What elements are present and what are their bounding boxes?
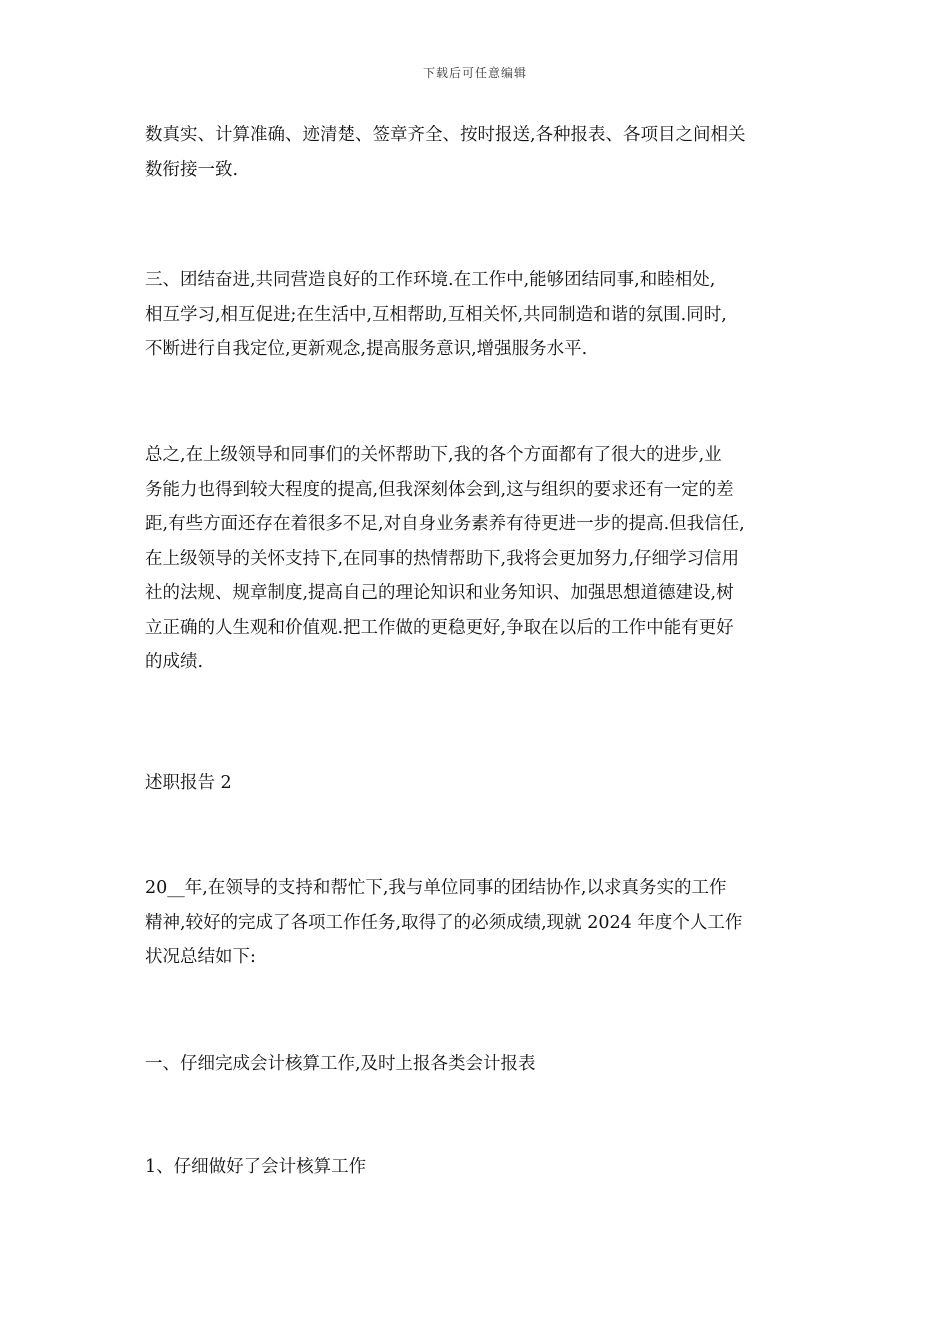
text-line: 社的法规、规章制度,提高自己的理论知识和业务知识、加强思想道德建设,树 xyxy=(145,583,734,603)
text-line: 状况总结如下: xyxy=(145,947,256,967)
text-line: 不断进行自我定位,更新观念,提高服务意识,增强服务水平. xyxy=(145,339,588,359)
text-line: 总之,在上级领导和同事们的关怀帮助下,我的各个方面都有了很大的进步,业 xyxy=(145,445,722,465)
text-line: 数真实、计算准确、迹清楚、签章齐全、按时报送,各种报表、各项目之间相关 xyxy=(145,125,746,145)
text-line: 相互学习,相互促进;在生活中,互相帮助,互相关怀,共同制造和谐的氛围.同时, xyxy=(145,304,727,325)
text-line: 立正确的人生观和价值观.把工作做的更稳更好,争取在以后的工作中能有更好 xyxy=(145,617,734,638)
text-line: 数衔接一致. xyxy=(145,159,239,180)
text-line: 述职报告 2 xyxy=(145,773,232,793)
text-line: 的成绩. xyxy=(145,652,204,672)
text-line: 务能力也得到较大程度的提高,但我深刻体会到,这与组织的要求还有一定的差 xyxy=(145,479,734,500)
paragraph-conclusion xyxy=(145,438,815,680)
page-header: 下载后可任意编辑 xyxy=(422,66,527,80)
section-title-report-2 xyxy=(145,766,815,801)
subheading-accounting-core xyxy=(145,1150,815,1185)
text-line: 三、团结奋进,共同营造良好的工作环境.在工作中,能够团结同事,和睦相处, xyxy=(145,270,716,290)
text-line: 精神,较好的完成了各项工作任务,取得了的必须成绩,现就 2024 年度个人工作 xyxy=(145,912,743,933)
paragraph-data-accuracy xyxy=(145,118,815,187)
paragraph-report-intro xyxy=(145,871,815,975)
paragraph-teamwork xyxy=(145,263,815,367)
text-line: 在上级领导的关怀支持下,在同事的热情帮助下,我将会更加努力,仔细学习信用 xyxy=(145,548,740,569)
text-line: 距,有些方面还存在着很多不足,对自身业务素养有待更进一步的提高.但我信任, xyxy=(145,514,745,534)
text-line: 20__年,在领导的支持和帮忙下,我与单位同事的团结协作,以求真务实的工作 xyxy=(145,878,727,898)
text-line: 1、仔细做好了会计核算工作 xyxy=(145,1157,367,1177)
text-line: 一、仔细完成会计核算工作,及时上报各类会计报表 xyxy=(145,1054,536,1074)
heading-accounting-work xyxy=(145,1047,815,1082)
